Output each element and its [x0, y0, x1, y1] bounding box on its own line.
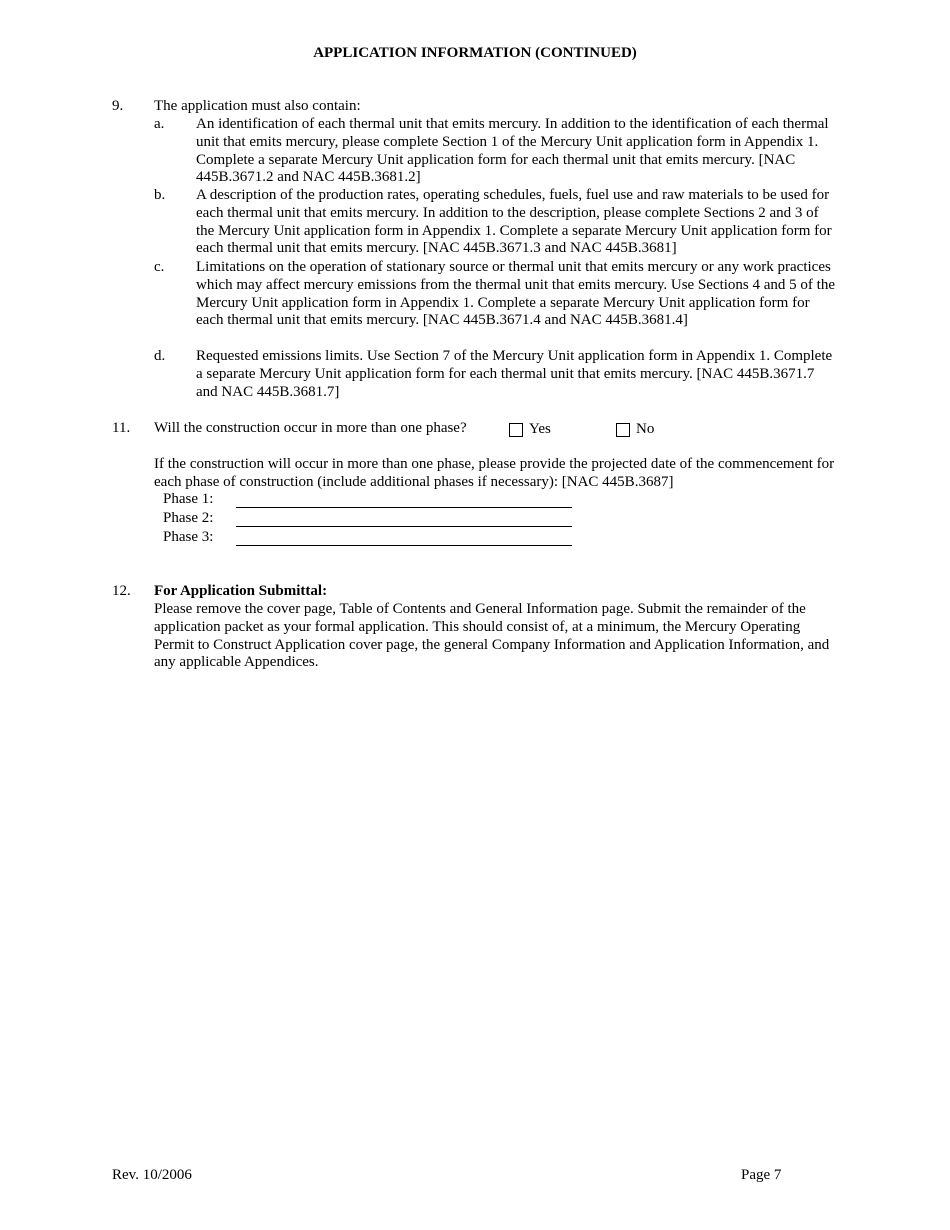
item-11-number: 11. [112, 420, 131, 436]
item-12-heading: For Application Submittal: [154, 583, 328, 599]
item-9c-text: Limitations on the operation of stationary source or thermal unit that emits mercury or any work practices which may affect mercury emissions from the thermal unit that emits mercury. Use Sections 4 and 5 of the Mercury Unit application form in Appendix 1. Complete a separate Mercury Unit application form for each thermal unit that emits mercury. [NAC 445B.3671.4 and NAC 445B.3681.4] [196, 259, 835, 329]
phase-2-label: Phase 2: [163, 510, 214, 526]
item-9d-letter: d. [154, 348, 166, 364]
item-9-number: 9. [112, 98, 124, 114]
item-9c-letter: c. [154, 259, 165, 275]
item-9-intro: The application must also contain: [154, 98, 361, 114]
phase-3-date-field[interactable] [236, 545, 572, 546]
phase-instructions: If the construction will occur in more than one phase, please provide the projected date of the commencement for each phase of construction (include additional phases if necessary): [NAC 445B.3687] [154, 456, 835, 490]
no-label: No [636, 421, 655, 437]
item-9a-letter: a. [154, 116, 165, 132]
page-number: Page 7 [741, 1167, 782, 1183]
phase-1-label: Phase 1: [163, 491, 214, 507]
phase-3-label: Phase 3: [163, 529, 214, 545]
item-12-text: Please remove the cover page, Table of Contents and General Information page. Submit the remainder of the application packet as your formal application. This should consist of, at a minimum, the Mercury Operating Permit to Construct Application cover page, the general Company Information and Application Information, and any applicable Appendices. [154, 601, 830, 671]
item-12-number: 12. [112, 583, 131, 599]
no-option[interactable] [616, 421, 654, 439]
item-9d-text: Requested emissions limits. Use Section 7 of the Mercury Unit application form in Appendix 1. Complete a separate Mercury Unit application form for each thermal unit that emits mercury. [NAC 445B.3671.7 and NAC 445B.3681.7] [196, 348, 833, 400]
phase-2-date-field[interactable] [236, 526, 572, 527]
yes-label: Yes [529, 421, 551, 437]
item-11-question: Will the construction occur in more than one phase? [154, 420, 467, 436]
revision-date: Rev. 10/2006 [112, 1167, 192, 1183]
yes-option[interactable] [509, 421, 551, 439]
item-9b-letter: b. [154, 187, 166, 203]
phase-1-date-field[interactable] [236, 507, 572, 508]
item-9b-text: A description of the production rates, operating schedules, fuels, fuel use and raw materials to be used for each thermal unit that emits mercury. In addition to the description, please complete Sections 2 and 3 of the Mercury Unit application form in Appendix 1. Complete a separate Mercury Unit application form for each thermal unit that emits mercury. [NAC 445B.3671.3 and NAC 445B.3681] [196, 187, 832, 257]
no-checkbox[interactable] [616, 423, 630, 437]
item-9a-text: An identification of each thermal unit that emits mercury. In addition to the identification of each thermal unit that emits mercury, please complete Section 1 of the Mercury Unit application form in Appendix 1. Complete a separate Mercury Unit application form for each thermal unit that emits mercury. [NAC 445B.3671.2 and NAC 445B.3681.2] [196, 116, 829, 186]
yes-checkbox[interactable] [509, 423, 523, 437]
page-title: APPLICATION INFORMATION (CONTINUED) [313, 45, 637, 61]
